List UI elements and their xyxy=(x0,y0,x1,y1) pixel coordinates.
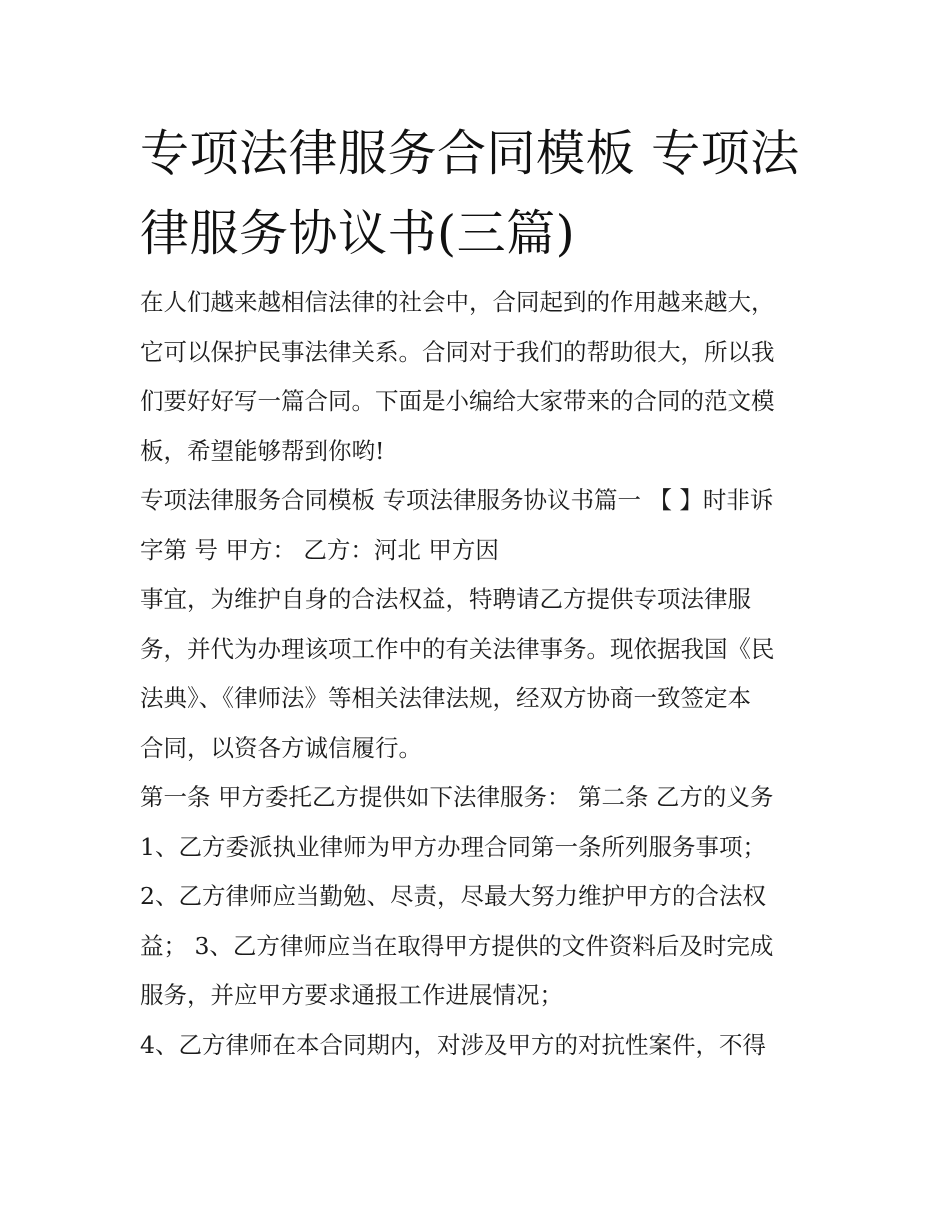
text-line: 字第 号 甲方： 乙方：河北 甲方因 xyxy=(140,535,499,564)
text-line: 益； 3、乙方律师应当在取得甲方提供的文件资料后及时完成 xyxy=(140,931,774,960)
text-line: 板，希望能够帮到你哟! xyxy=(140,436,385,465)
article-paragraph xyxy=(140,773,820,823)
text-line: 法典》、《律师法》等相关法律法规，经双方协商一致签定本 xyxy=(140,684,751,712)
clause-2-3-paragraph xyxy=(140,872,820,1021)
text-line: 务，并代为办理该项工作中的有关法律事务。现依据我国《民 xyxy=(140,634,775,663)
text-line: 服务，并应甲方要求通报工作进展情况； xyxy=(140,981,563,1009)
clause-4-paragraph xyxy=(140,1021,820,1071)
title-line: 专项法律服务合同模板 专项法 xyxy=(140,125,800,182)
document-body xyxy=(140,278,820,1070)
text-line: 4、乙方律师在本合同期内，对涉及甲方的对抗性案件，不得 xyxy=(140,1030,766,1059)
text-line: 在人们越来越相信法律的社会中，合同起到的作用越来越大， xyxy=(140,288,775,316)
text-line: 2、乙方律师应当勤勉、尽责，尽最大努力维护甲方的合法权 xyxy=(140,882,766,910)
text-line: 它可以保护民事法律关系。合同对于我们的帮助很大，所以我 xyxy=(140,337,775,366)
contract-preamble-paragraph xyxy=(140,575,820,773)
document-title xyxy=(140,114,830,274)
intro-paragraph xyxy=(140,278,820,476)
title-line: 律服务协议书(三篇) xyxy=(140,205,576,262)
text-line: 第一条 甲方委托乙方提供如下法律服务： 第二条 乙方的义务 xyxy=(140,783,774,811)
text-line: 合同，以资各方诚信履行。 xyxy=(140,733,422,762)
text-line: 1、乙方委派执业律师为甲方办理合同第一条所列服务事项； xyxy=(140,832,766,861)
text-line: 们要好好写一篇合同。下面是小编给大家带来的合同的范文模 xyxy=(140,387,775,415)
text-line: 专项法律服务合同模板 专项法律服务协议书篇一 【 】时非诉 xyxy=(140,486,774,514)
clause-1-paragraph xyxy=(140,823,820,873)
section-heading-paragraph xyxy=(140,476,820,575)
text-line: 事宜，为维护自身的合法权益，特聘请乙方提供专项法律服 xyxy=(140,585,751,613)
